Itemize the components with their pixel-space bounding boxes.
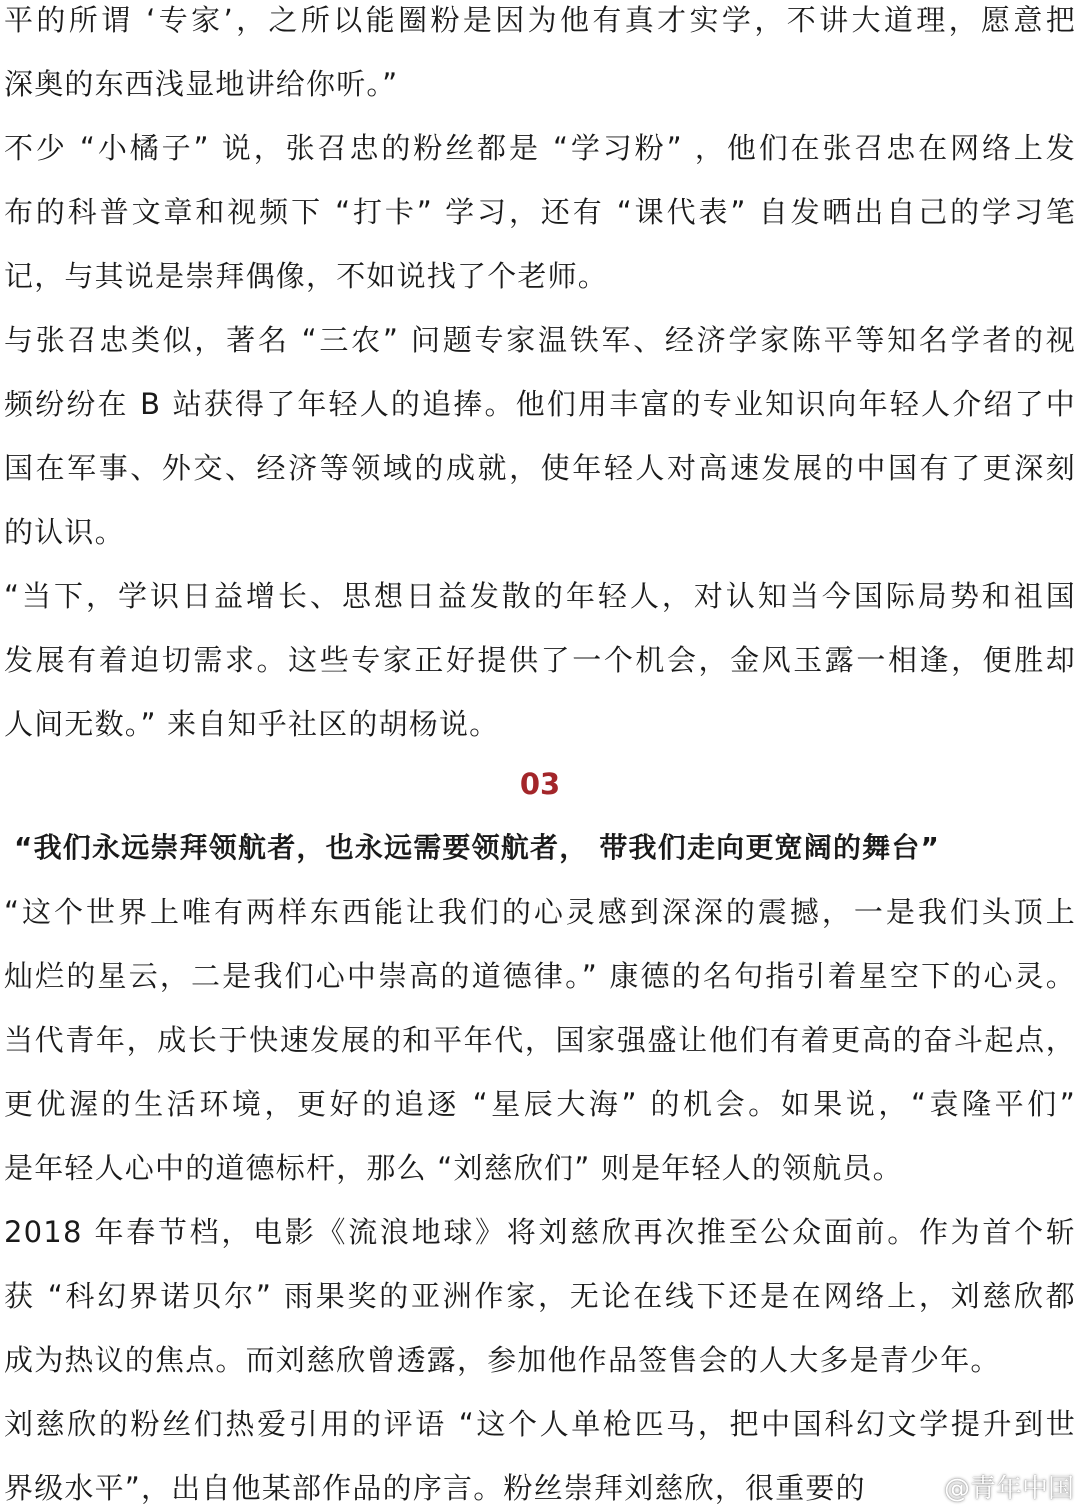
- paragraph-line: 与张召忠类似，著名 “三农” 问题专家温铁军、经济学家陈平等知名学者的视: [4, 323, 1076, 357]
- paragraph-line: 更优渥的生活环境，更好的追逐 “星辰大海” 的机会。如果说，“袁隆平们”: [4, 1087, 1076, 1121]
- paragraph-line: 国在军事、外交、经济等领域的成就，使年轻人对高速发展的中国有了更深刻: [4, 451, 1076, 485]
- paragraph-line: “这个世界上唯有两样东西能让我们的心灵感到深深的震撼，一是我们头顶上: [4, 895, 1076, 929]
- paragraph-line: 深奥的东西浅显地讲给你听。”: [4, 67, 399, 101]
- paragraph-line: 灿烂的星云，二是我们心中崇高的道德律。” 康德的名句指引着星空下的心灵。: [4, 959, 1076, 993]
- section-number: 03: [519, 767, 561, 801]
- paragraph-line: “当下，学识日益增长、思想日益发散的年轻人，对认知当今国际局势和祖国: [4, 579, 1076, 613]
- paragraph-line: 频纷纷在 B 站获得了年轻人的追捧。他们用丰富的专业知识向年轻人介绍了中: [4, 387, 1076, 421]
- paragraph-line: 不少 “小橘子” 说，张召忠的粉丝都是 “学习粉” ，他们在张召忠在网络上发: [4, 131, 1076, 165]
- paragraph-line: 2018 年春节档，电影《流浪地球》将刘慈欣再次推至公众面前。作为首个斩: [4, 1215, 1076, 1249]
- paragraph-line: 成为热议的焦点。而刘慈欣曾透露，参加他作品签售会的人大多是青少年。: [4, 1343, 1001, 1377]
- paragraph-line: 发展有着迫切需求。这些专家正好提供了一个机会，金风玉露一相逢，便胜却: [4, 643, 1076, 677]
- paragraph-line: 当代青年，成长于快速发展的和平年代，国家强盛让他们有着更高的奋斗起点，: [4, 1023, 1076, 1057]
- paragraph-line: 布的科普文章和视频下 “打卡” 学习，还有 “课代表” 自发晒出自己的学习笔: [4, 195, 1076, 229]
- paragraph-line: 人间无数。” 来自知乎社区的胡杨说。: [4, 707, 500, 741]
- paragraph-line: 记，与其说是崇拜偶像，不如说找了个老师。: [4, 259, 609, 293]
- watermark: @青年中国: [943, 1474, 1074, 1504]
- paragraph-line: 平的所谓 ‘专家’，之所以能圈粉是因为他有真才实学，不讲大道理，愿意把: [4, 3, 1076, 37]
- paragraph-line: 是年轻人心中的道德标杆，那么 “刘慈欣们” 则是年轻人的领航员。: [4, 1151, 903, 1185]
- paragraph-line: 界级水平”，出自他某部作品的序言。粉丝崇拜刘慈欣，很重要的: [4, 1471, 866, 1505]
- paragraph-line: 获 “科幻界诺贝尔” 雨果奖的亚洲作家，无论在线下还是在网络上，刘慈欣都: [4, 1279, 1076, 1313]
- section-heading: “我们永远崇拜领航者，也永远需要领航者， 带我们走向更宽阔的舞台”: [14, 831, 941, 864]
- paragraph-line: 刘慈欣的粉丝们热爱引用的评语 “这个人单枪匹马，把中国科幻文学提升到世: [4, 1407, 1076, 1441]
- paragraph-line: 的认识。: [4, 515, 125, 549]
